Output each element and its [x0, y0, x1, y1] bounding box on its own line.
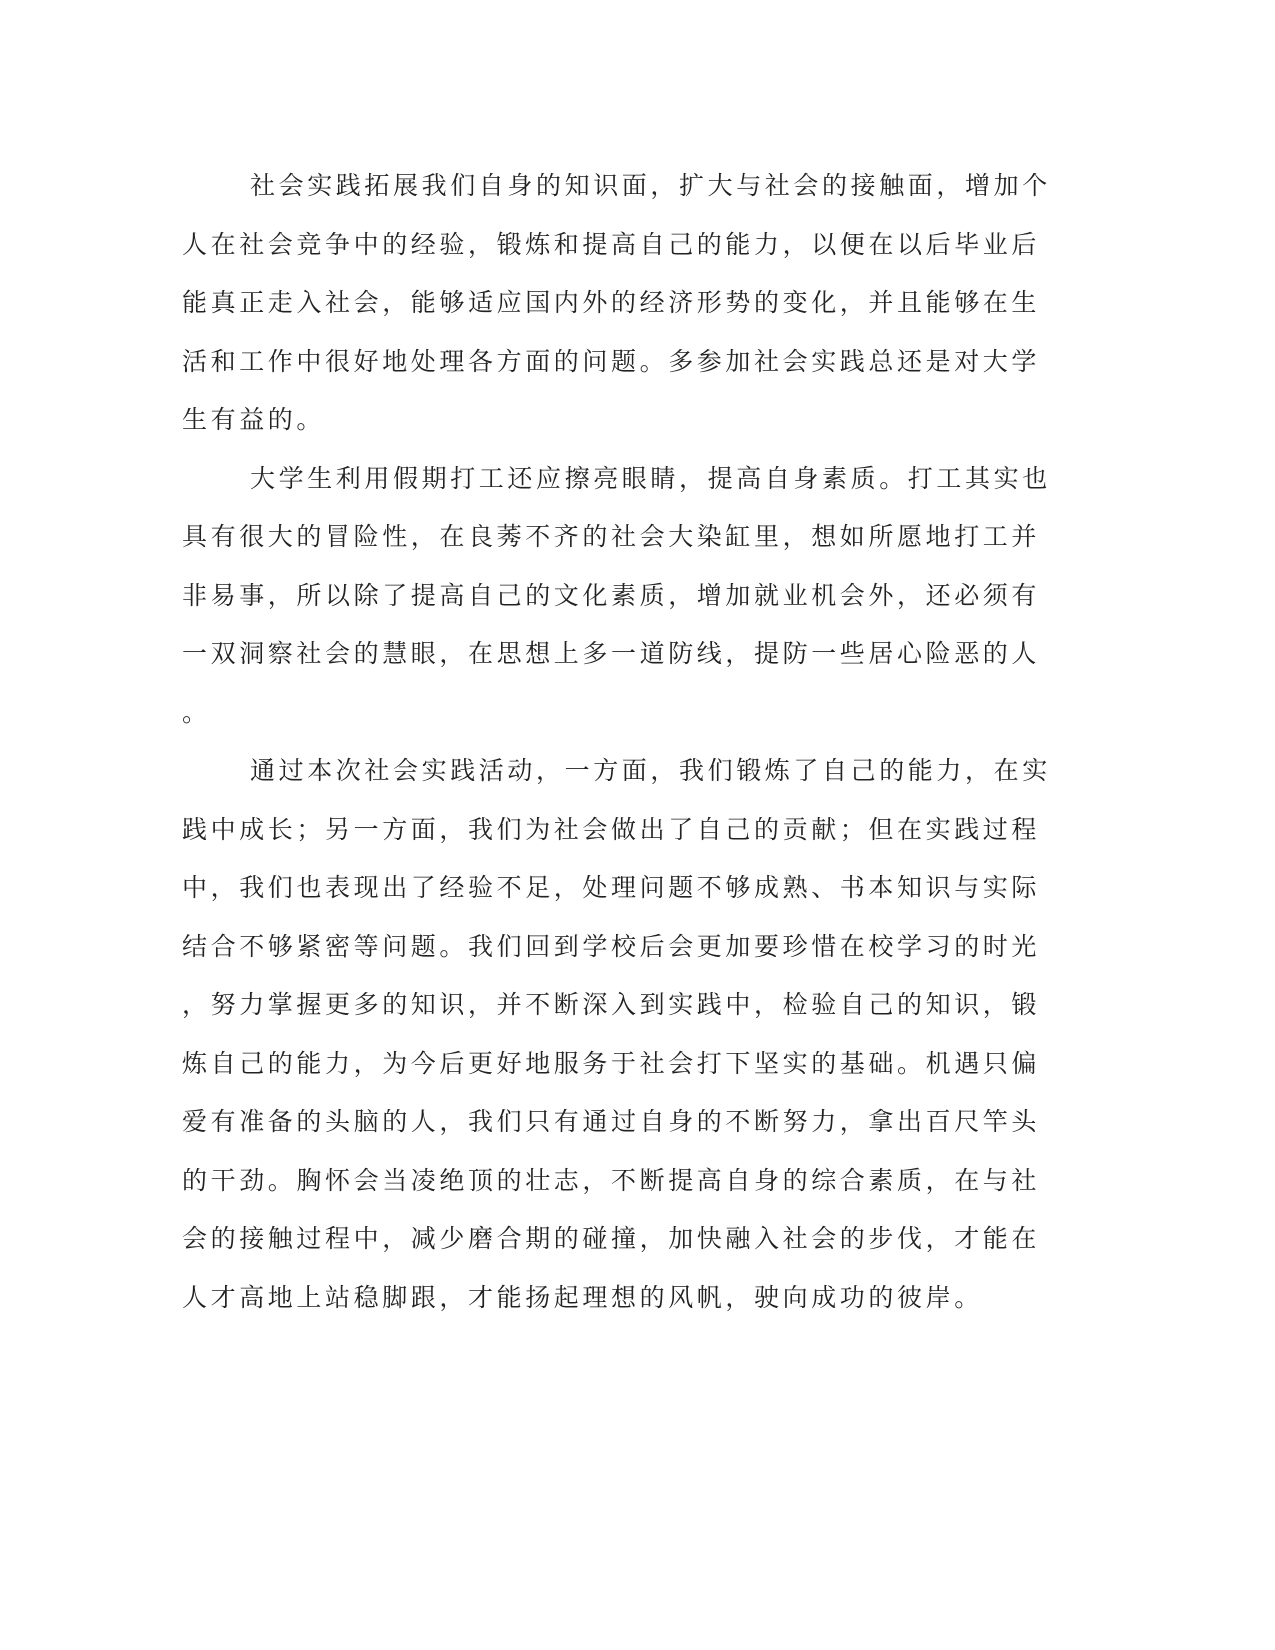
paragraph-line: 人在社会竞争中的经验，锻炼和提高自己的能力，以便在以后毕业后 [182, 229, 1041, 259]
paragraph-line: 大学生利用假期打工还应擦亮眼睛，提高自身素质。打工其实也 [250, 463, 1051, 493]
paragraph-line: 。 [182, 697, 211, 727]
paragraph-line: 活和工作中很好地处理各方面的问题。多参加社会实践总还是对大学 [182, 346, 1041, 376]
paragraph-3 [182, 742, 1051, 1327]
paragraph-line: 具有很大的冒险性，在良莠不齐的社会大染缸里，想如所愿地打工并 [182, 522, 1041, 551]
paragraph-line: 社会实践拓展我们自身的知识面，扩大与社会的接触面，增加个 [250, 171, 1051, 200]
paragraph-line: 非易事，所以除了提高自己的文化素质，增加就业机会外，还必须有 [182, 580, 1041, 610]
document-body [182, 157, 1051, 1327]
paragraph-line: 中，我们也表现出了经验不足，处理问题不够成熟、书本知识与实际 [182, 873, 1041, 902]
paragraph-line: 能真正走入社会，能够适应国内外的经济形势的变化，并且能够在生 [182, 288, 1041, 317]
paragraph-1 [182, 157, 1051, 450]
paragraph-line: 的干劲。胸怀会当凌绝顶的壮志，不断提高自身的综合素质，在与社 [182, 1165, 1041, 1195]
paragraph-line: 人才高地上站稳脚跟，才能扬起理想的风帆，驶向成功的彼岸。 [182, 1282, 983, 1312]
paragraph-line: 结合不够紧密等问题。我们回到学校后会更加要珍惜在校学习的时光 [182, 931, 1041, 961]
paragraph-line: 一双洞察社会的慧眼，在思想上多一道防线，提防一些居心险恶的人 [182, 639, 1041, 668]
paragraph-line: 爱有准备的头脑的人，我们只有通过自身的不断努力，拿出百尺竿头 [182, 1107, 1041, 1136]
paragraph-line: 生有益的。 [182, 405, 326, 434]
paragraph-line: ，努力掌握更多的知识，并不断深入到实践中，检验自己的知识，锻 [182, 990, 1041, 1019]
paragraph-line: 炼自己的能力，为今后更好地服务于社会打下坚实的基础。机遇只偏 [182, 1048, 1041, 1078]
paragraph-line: 会的接触过程中，减少磨合期的碰撞，加快融入社会的步伐，才能在 [182, 1224, 1041, 1253]
paragraph-line: 通过本次社会实践活动，一方面，我们锻炼了自己的能力，在实 [250, 756, 1051, 785]
paragraph-line: 践中成长；另一方面，我们为社会做出了自己的贡献；但在实践过程 [182, 814, 1041, 844]
paragraph-2 [182, 450, 1051, 743]
